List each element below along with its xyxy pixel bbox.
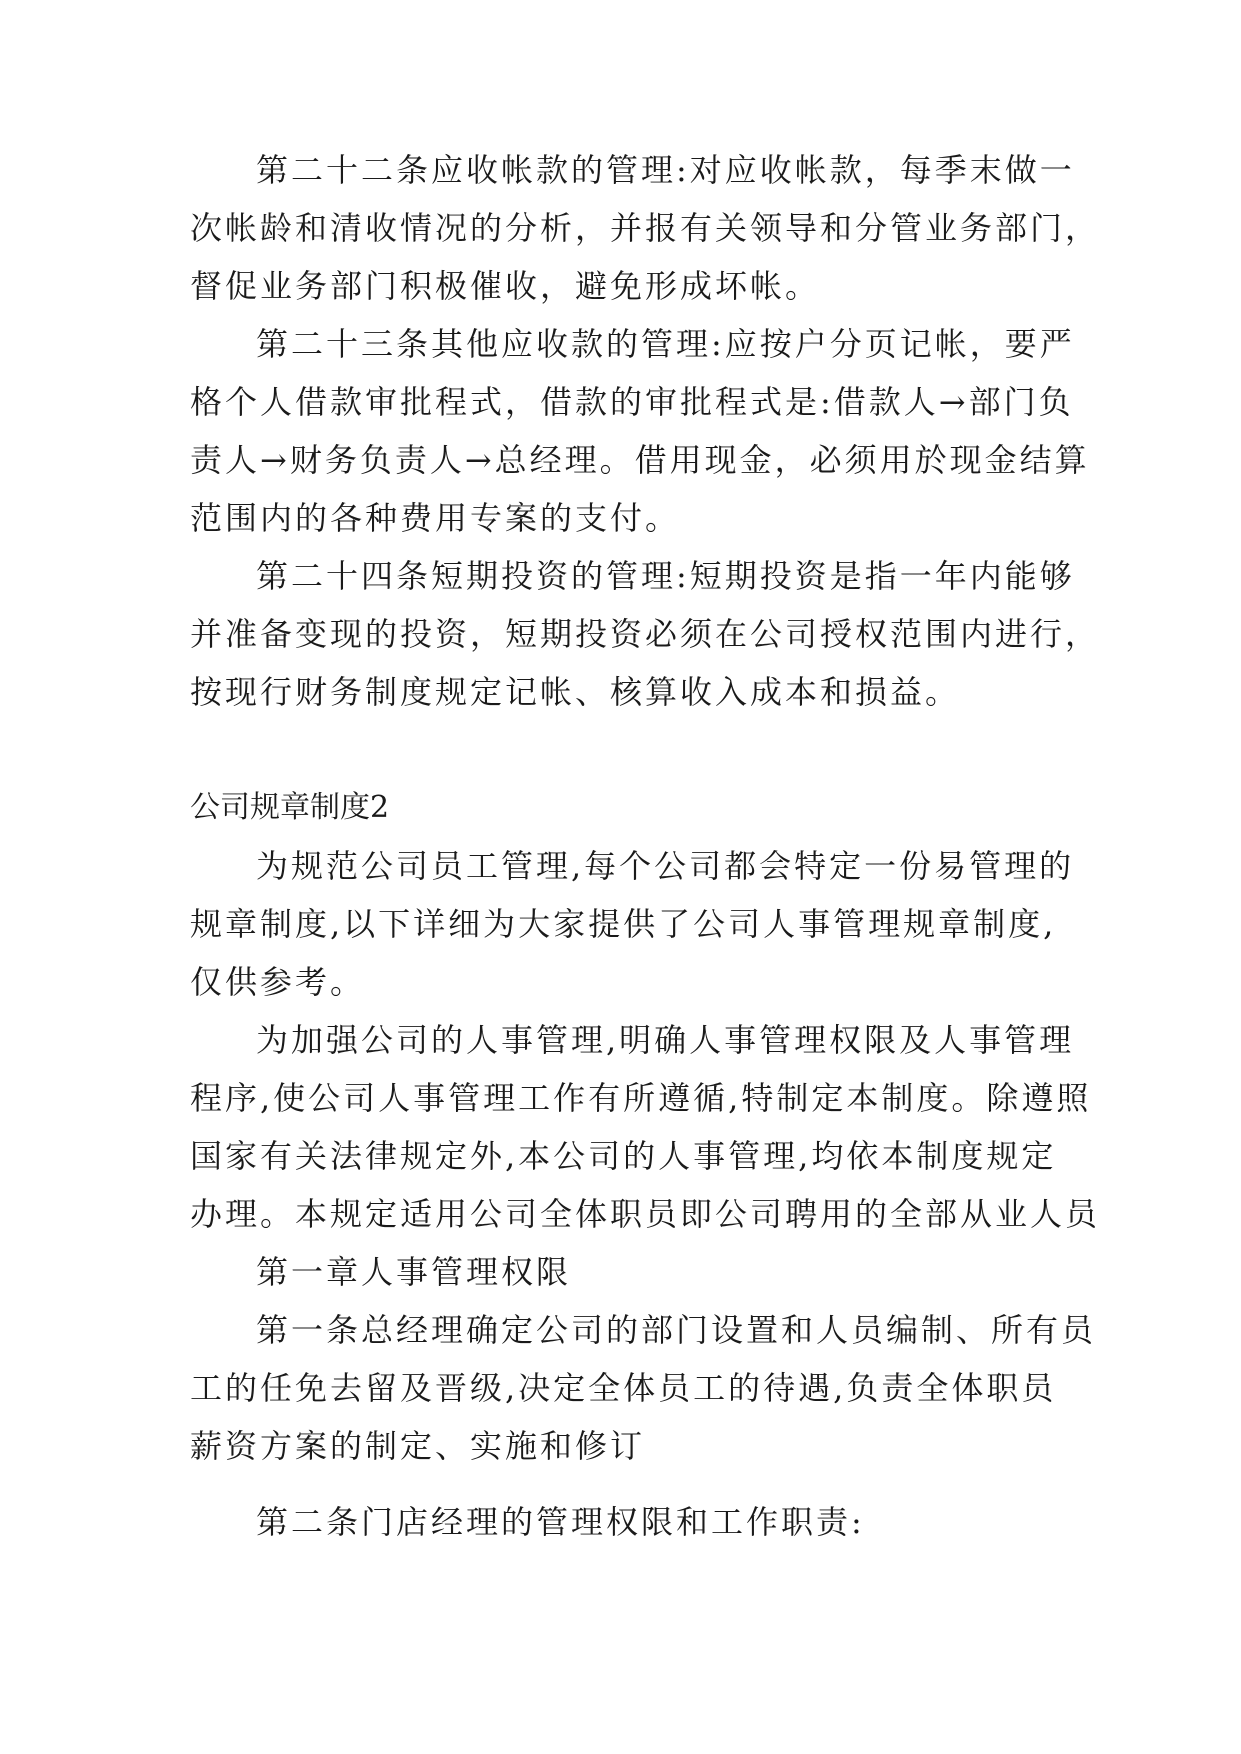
article-23-line-1: 第二十三条其他应收款的管理:应按户分页记帐，要严 xyxy=(256,325,1075,363)
section-title: 公司规章制度2 xyxy=(190,790,390,825)
article-22-line-3: 督促业务部门积极催收，避免形成坏帐。 xyxy=(190,267,821,305)
article-24-line-2: 并准备变现的投资，短期投资必须在公司授权范围内进行， xyxy=(190,615,1101,653)
article-22-line-2: 次帐龄和清收情况的分析，并报有关领导和分管业务部门， xyxy=(190,209,1101,247)
chapter-1-heading: 第一章人事管理权限 xyxy=(256,1253,572,1291)
intro-line-2: 规章制度,以下详细为大家提供了公司人事管理规章制度, xyxy=(190,905,1057,943)
article-1-line-3: 薪资方案的制定、实施和修订 xyxy=(190,1427,646,1465)
article-24-line-3: 按现行财务制度规定记帐、核算收入成本和损益。 xyxy=(190,673,961,711)
purpose-line-1: 为加强公司的人事管理,明确人事管理权限及人事管理 xyxy=(256,1021,1075,1059)
purpose-line-2: 程序,使公司人事管理工作有所遵循,特制定本制度。除遵照 xyxy=(190,1079,1092,1117)
article-23-line-4: 范围内的各种费用专案的支付。 xyxy=(190,499,681,537)
article-1-line-1: 第一条总经理确定公司的部门设置和人员编制、所有员 xyxy=(256,1311,1097,1349)
purpose-line-3: 国家有关法律规定外,本公司的人事管理,均依本制度规定 xyxy=(190,1137,1057,1175)
article-24-line-1: 第二十四条短期投资的管理:短期投资是指一年内能够 xyxy=(256,557,1075,595)
article-22-line-1: 第二十二条应收帐款的管理:对应收帐款，每季末做一 xyxy=(256,151,1075,189)
article-2-line-1: 第二条门店经理的管理权限和工作职责: xyxy=(256,1503,865,1541)
intro-line-3: 仅供参考。 xyxy=(190,963,366,1001)
article-23-line-3: 责人→财务负责人→总经理。借用现金，必须用於现金结算 xyxy=(190,441,1090,479)
purpose-line-4: 办理。本规定适用公司全体职员即公司聘用的全部从业人员 xyxy=(190,1195,1101,1233)
intro-line-1: 为规范公司员工管理,每个公司都会特定一份易管理的 xyxy=(256,847,1075,885)
article-1-line-2: 工的任免去留及晋级,决定全体员工的待遇,负责全体职员 xyxy=(190,1369,1057,1407)
article-23-line-2: 格个人借款审批程式，借款的审批程式是:借款人→部门负 xyxy=(190,383,1074,421)
